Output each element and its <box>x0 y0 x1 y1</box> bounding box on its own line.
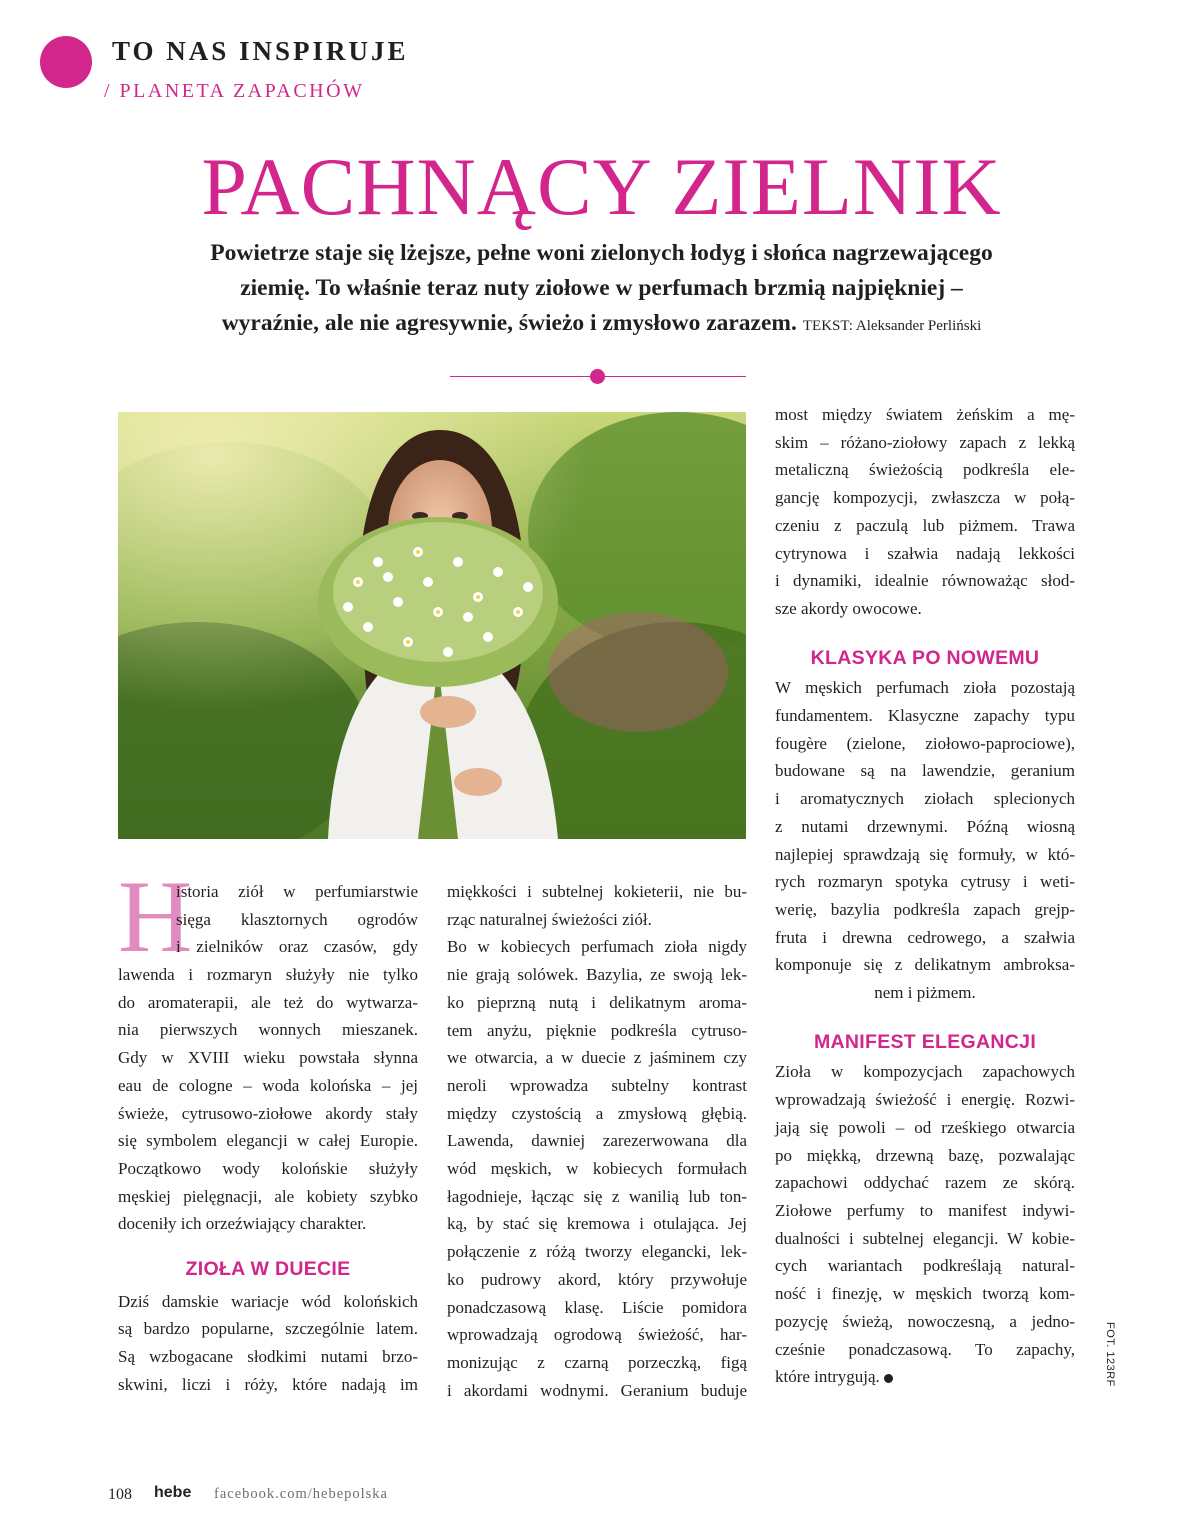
text-line: nia pierwszych wonnych mieszanek. <box>118 1020 418 1040</box>
column1-body <box>118 961 418 1399</box>
lead-paragraph <box>110 236 1093 344</box>
text-line: ko pudrowy akord, który przywołuje <box>447 1269 747 1289</box>
text-line: Dziś damskie wariacje wód kolońskich <box>118 1291 418 1311</box>
drop-cap: H <box>118 860 193 974</box>
text-line: lawenda i rozmaryn służyły nie tylko <box>118 965 418 984</box>
text-line: komponuje się z delikatnym ambroksa- <box>775 955 1075 975</box>
text-line: się symbolem elegancji w całej Europie. <box>118 1131 418 1151</box>
photo-illustration <box>118 412 746 839</box>
subheading-zioła-w-duecie: ZIOŁA W DUECIE <box>185 1258 351 1281</box>
paragraph <box>447 878 747 933</box>
text-line: rząc naturalnej świeżości ziół. <box>447 909 652 929</box>
text-line: nem i piżmem. <box>874 983 976 1003</box>
text-line: i akordami wodnymi. Geranium buduje <box>447 1380 747 1400</box>
byline: TEKST: Aleksander Perliński <box>802 318 982 334</box>
text-line: monizując z czarną porzeczką, figą <box>447 1352 747 1372</box>
text-line: Zioła w kompozycjach zapachowych <box>775 1062 1075 1082</box>
text-line: eau de cologne – woda kolońska – jej <box>118 1075 418 1095</box>
text-line: nie grają solówek. Bazylia, ze swoją lek- <box>447 965 747 985</box>
paragraph <box>118 1288 418 1399</box>
paragraph <box>447 933 747 1404</box>
text-line: i aromatycznych ziołach splecionych <box>775 789 1075 809</box>
text-line: męskiej pielęgnacji, ale kobiety szybko <box>118 1186 418 1206</box>
text-line: są bardzo popularne, szczególnie latem. <box>118 1319 418 1339</box>
text-line: ponadczasową klasę. Liście pomidora <box>447 1297 747 1317</box>
text-line: zapachowi oddychać razem ze skórą. <box>775 1173 1075 1193</box>
text-line: miękkości i subtelnej kokieterii, nie bu- <box>447 882 747 901</box>
text-line: Lawenda, dawniej zarezerwowana dla <box>447 1131 747 1151</box>
paragraph <box>775 1058 1075 1390</box>
column2-body <box>447 878 747 1404</box>
text-line: istoria ziół w perfumiarstwie <box>176 882 418 901</box>
text-line: budowane są na lawendzie, geranium <box>775 761 1075 781</box>
text-line: między czystością a zmysłową głębią. <box>447 1103 747 1123</box>
text-line: gancję kompozycji, zwłaszcza w połą- <box>775 488 1075 508</box>
text-line: tem anyżu, pięknie podkreśla cytruso- <box>447 1020 747 1040</box>
end-mark-icon <box>884 1374 893 1383</box>
text-line: najlepiej sprawdzają się formuły, w któ- <box>775 844 1075 864</box>
text-line: Są wzbogacane słodkimi nutami brzo- <box>118 1347 418 1367</box>
lead-line-text: wyraźnie, ale nie agresywnie, świeżo i zmysłowo zarazem. <box>221 310 797 336</box>
text-line: ność i finezję, w męskich tworzą kom- <box>775 1284 1075 1304</box>
text-line: metaliczną świeżością podkreśla ele- <box>775 460 1075 480</box>
article-title: PACHNĄCY ZIELNIK <box>201 141 1002 232</box>
text-line: fougère (zielone, ziołowo-paprociowe), <box>775 733 1075 753</box>
article-photo <box>118 412 746 839</box>
text-line: jają się powoli – od rześkiego otwarcia <box>775 1117 1075 1137</box>
text-line: ko pieprzną nutą i delikatnym aroma- <box>447 992 747 1012</box>
paragraph <box>118 961 418 1238</box>
lead-line-last <box>110 306 1093 344</box>
lead-line: Powietrze staje się lżejsze, pełne woni zielonych łodyg i słońca nagrzewającego <box>210 240 993 266</box>
text-line: wprowadzają ogrodową świeżość, har- <box>447 1325 747 1345</box>
text-line: czeniu z paczulą lub piżmem. Trawa <box>775 515 1075 535</box>
text-line-last <box>775 1363 1075 1391</box>
hebe-logo: hebe <box>154 1484 192 1501</box>
column3-body <box>775 401 1075 1391</box>
text-line: łagodnieje, łącząc się z wanilią lub ton- <box>447 1186 747 1206</box>
section-title: TO NAS INSPIRUJE <box>112 36 409 66</box>
text-line: doceniły ich orzeźwiający charakter. <box>118 1214 367 1234</box>
text-line: wprowadzają świeżość i energię. Rozwi- <box>775 1090 1075 1110</box>
page-number: 108 <box>108 1486 132 1503</box>
text-line: Początkowo wody kolońskie służyły <box>118 1158 418 1178</box>
text-line: W męskich perfumach zioła pozostają <box>775 678 1075 698</box>
text-line: skim – różano-ziołowy zapach z lekką <box>775 432 1075 452</box>
text-line: skwini, liczi i róży, które nadają im <box>118 1374 418 1394</box>
text-line: wód męskich, w kobiecych formułach <box>447 1159 747 1179</box>
text-line: Gdy w XVIII wieku powstała słynna <box>118 1048 418 1068</box>
text-line: fruta i drewna cedrowego, a szałwia <box>775 927 1075 947</box>
paragraph <box>775 674 1075 1006</box>
divider-dot <box>590 369 605 384</box>
paragraph <box>775 401 1075 623</box>
text-line: które intrygują. <box>775 1367 880 1387</box>
subsection-title: / PLANETA ZAPACHÓW <box>104 80 365 102</box>
text-line: z nutami drzewnymi. Późną wiosną <box>775 816 1075 836</box>
text-line: dualności i subtelnej elegancji. W kobie- <box>775 1228 1075 1248</box>
text-line: do aromaterapii, ale też do wytwarza- <box>118 992 418 1012</box>
text-line: połączenie z różą tworzy elegancki, lek- <box>447 1242 747 1262</box>
text-line: sięga klasztornych ogrodów <box>176 909 418 929</box>
text-line: we otwarcia, a w duecie z jaśminem czy <box>447 1048 747 1068</box>
subheading-klasyka-po-nowemu: KLASYKA PO NOWEMU <box>810 646 1040 669</box>
text-line: sze akordy owocowe. <box>775 598 922 618</box>
subheading-manifest-elegancji: MANIFEST ELEGANCJI <box>813 1030 1037 1053</box>
text-line: świeże, cytrusowo-ziołowe akordy stały <box>118 1103 418 1123</box>
text-line: most między światem żeńskim a mę- <box>775 405 1075 424</box>
text-line: cych wariantach podkreślają natural- <box>775 1256 1075 1276</box>
text-line: Ziołowe perfumy to manifest indywi- <box>775 1200 1075 1220</box>
photo-credit: FOT. 123RF <box>1104 1322 1116 1387</box>
text-line: po miękką, drzewną bazę, pozwalając <box>775 1145 1075 1165</box>
text-line: werię, bazylia podkreśla zapach grejp- <box>775 899 1075 919</box>
facebook-link[interactable]: facebook.com/hebepolska <box>214 1486 388 1502</box>
text-line: ką, by stać się kremowa i otulająca. Jej <box>447 1214 747 1234</box>
text-line: rych rozmaryn spotyka cytrusy i weti- <box>775 872 1075 892</box>
column1-intro <box>176 878 418 961</box>
text-line: i dynamiki, idealnie równoważąc słod- <box>775 571 1075 591</box>
text-line: Bo w kobiecych perfumach zioła nigdy <box>447 937 747 957</box>
text-line: cześnie ponadczasową. To zapachy, <box>775 1339 1075 1359</box>
text-line: cytrynowa i szałwia nadają lekkości <box>775 543 1075 563</box>
section-marker-dot <box>40 36 92 88</box>
text-line: i zielników oraz czasów, gdy <box>176 937 418 957</box>
text-line: neroli wprowadza subtelny kontrast <box>447 1075 747 1095</box>
text-line: pozycję świeżą, nowoczesną, a jedno- <box>775 1311 1075 1331</box>
text-line: fundamentem. Klasyczne zapachy typu <box>775 706 1075 726</box>
lead-line: ziemię. To właśnie teraz nuty ziołowe w perfumach brzmią najpiękniej – <box>240 275 963 301</box>
